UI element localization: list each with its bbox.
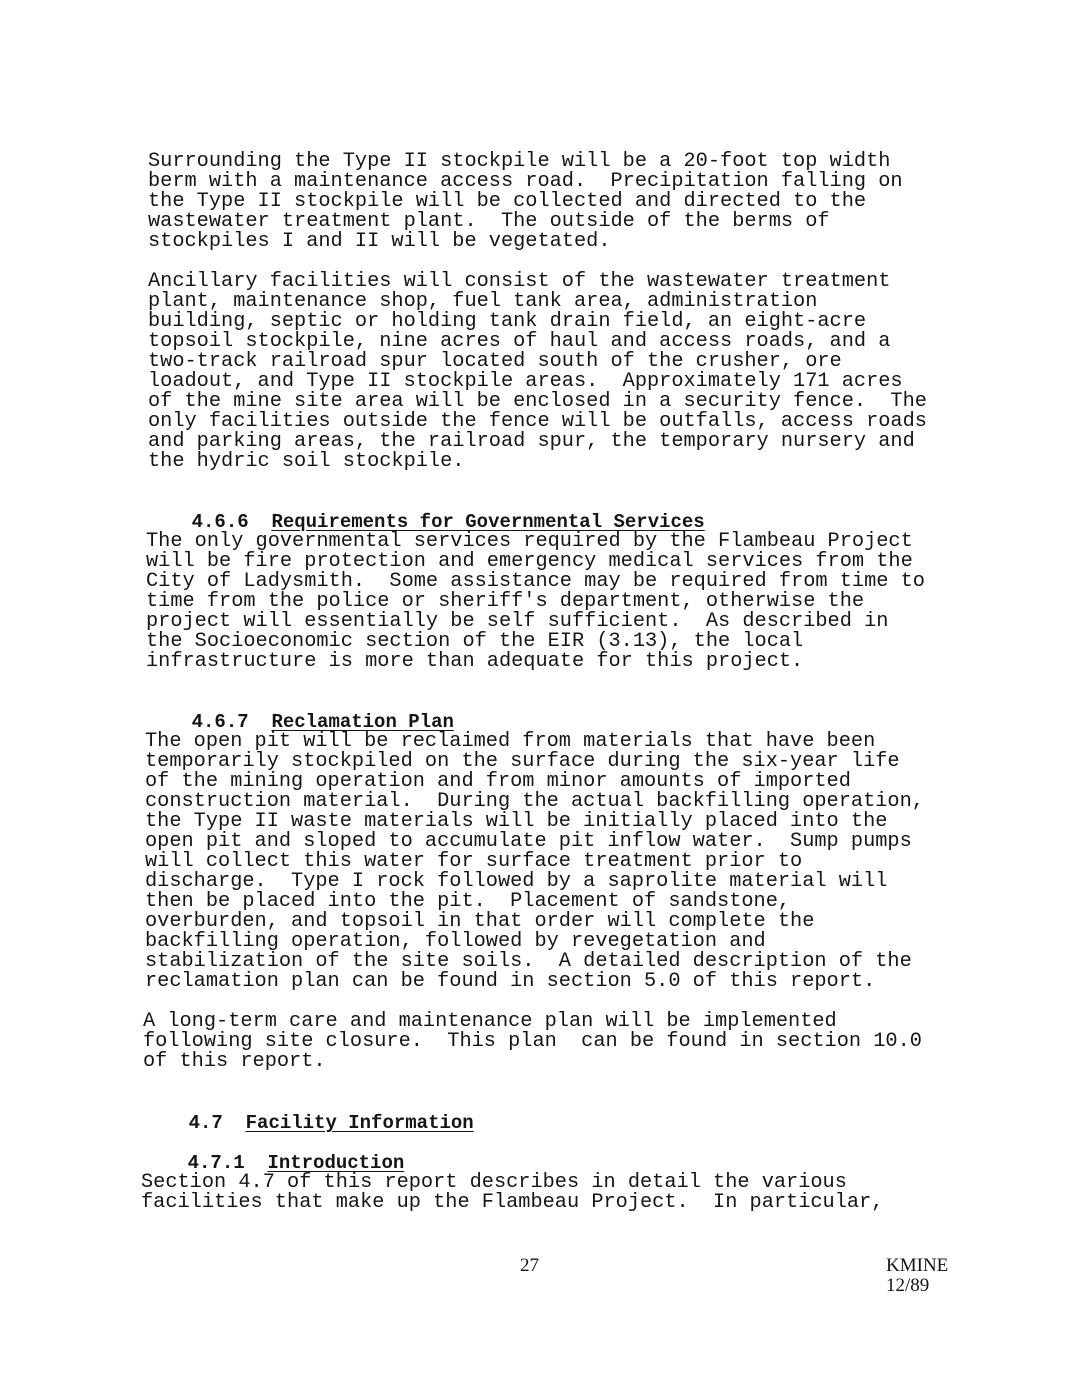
section-title: Reclamation Plan xyxy=(271,711,454,733)
page-number: 27 xyxy=(520,1255,539,1276)
section-number: 4.7 xyxy=(188,1112,223,1134)
section-title: Requirements for Governmental Services xyxy=(271,511,705,533)
section-number: 4.6.7 xyxy=(191,711,249,733)
paragraph-section-4-7-intro: Section 4.7 of this report describes in detail the various facilities that make up the Flambeau Project. In particular, xyxy=(141,1171,884,1214)
document-code: KMINE 12/89 xyxy=(886,1255,949,1296)
paragraph-reclamation-plan: The open pit will be reclaimed from materials that have been temporarily stockpiled on the surface during the six-year life of the mining operation and from minor amounts of imported construction material. During the actual backfilling operation, the Type II waste materials will be initially placed into the open pit and sloped to accumulate pit inflow water. Sump pumps will collect this water for surface treatment prior to discharge. Type I rock followed by a saprolite material will then be placed into the pit. Placement of sandstone, overburden, and topsoil in that order will complete the backfilling operation, followed by revegetation and stabilization of the site soils. A detailed description of the reclamation plan can be found in section 5.0 of this report. xyxy=(145,730,924,993)
section-number: 4.7.1 xyxy=(187,1152,245,1174)
section-title: Facility Information xyxy=(245,1112,474,1134)
section-title: Introduction xyxy=(267,1152,405,1174)
paragraph-long-term-care: A long-term care and maintenance plan will be implemented following site closure. This plan can be found in section 10.0 of this report. xyxy=(143,1010,922,1073)
paragraph-type-ii-stockpile-berm: Surrounding the Type II stockpile will be a 20-foot top width berm with a maintenance access road. Precipitation falling on the Type II stockpile will be collected and directed to the wastewater treatment plant. The outside of the berms of stockpiles I and II will be vegetated. xyxy=(148,150,903,253)
paragraph-ancillary-facilities: Ancillary facilities will consist of the wastewater treatment plant, maintenance shop, fuel tank area, administration building, septic or holding tank drain field, an eight-acre topsoil stockpile, nine acres of haul and access roads, and a two-track railroad spur located south of the crusher, ore loadout, and Type II stockpile areas. Approximately 171 acres of the mine site area will be enclosed in a security fence. The only facilities outside the fence will be outfalls, access roads and parking areas, the railroad spur, the temporary nursery and the hydric soil stockpile. xyxy=(148,270,927,473)
paragraph-governmental-services: The only governmental services required by the Flambeau Project will be fire protection and emergency medical services from the City of Ladysmith. Some assistance may be required from time to time from the police or sheriff's department, otherwise the project will essentially be self sufficient. As described in the Socioeconomic section of the EIR (3.13), the local infrastructure is more than adequate for this project. xyxy=(146,530,925,673)
section-number: 4.6.6 xyxy=(191,511,249,533)
